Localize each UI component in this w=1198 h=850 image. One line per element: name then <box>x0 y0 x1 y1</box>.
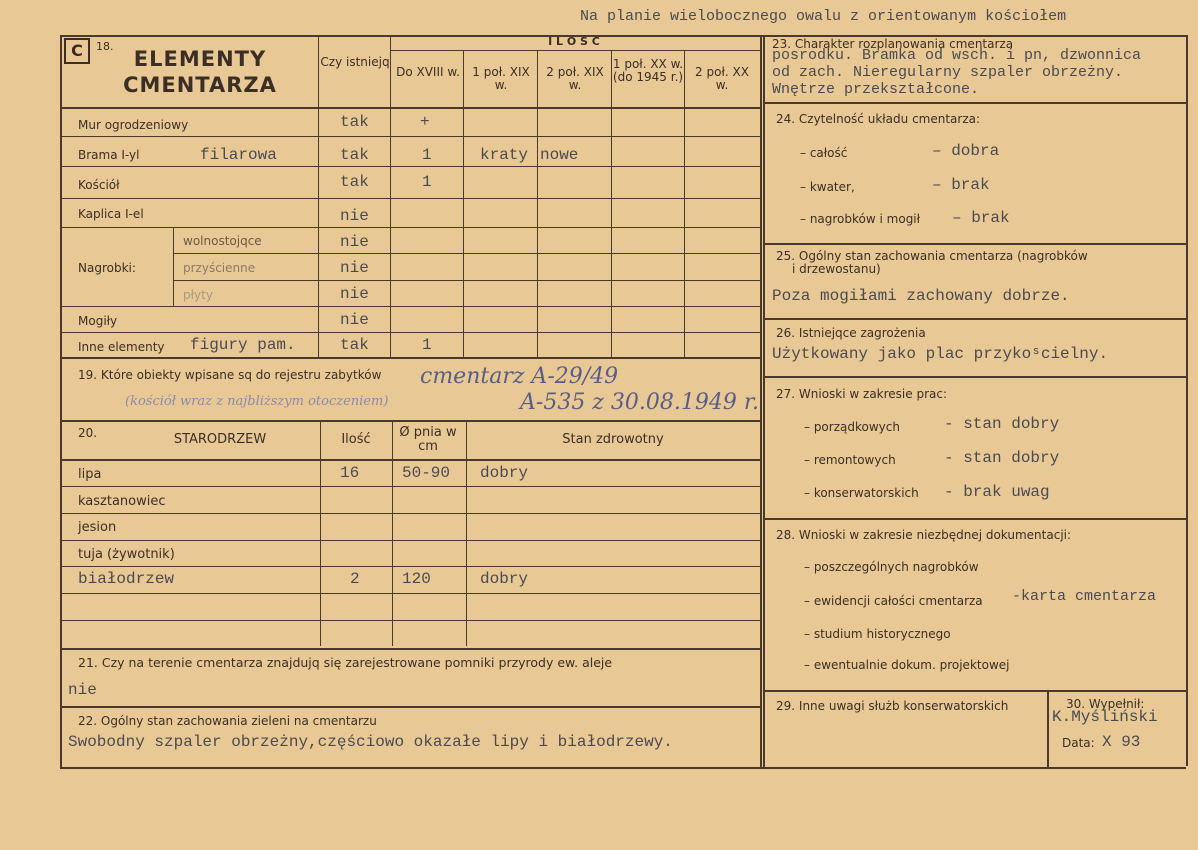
row-brama-p2: kraty <box>480 146 529 164</box>
row-kaplica-label: Kaplica I-el <box>78 207 144 221</box>
s24-item-3-value: – brak <box>952 209 1010 227</box>
s23-text <box>772 47 1141 98</box>
s22-label: 22. Ogólny stan zachowania zieleni na cmentarzu <box>78 714 377 728</box>
row-kaplica-exists: nie <box>340 207 369 225</box>
s27-item-3-value: - brak uwag <box>944 483 1050 501</box>
s19-hand-3: A-535 z 30.08.1949 r. <box>520 390 759 415</box>
tree-1-state: dobry <box>480 464 529 482</box>
row-mur-label: Mur ogrodzeniowy <box>78 118 189 132</box>
row-brama-label: Brama I-yl <box>78 148 140 162</box>
s29-label: 29. Inne uwagi służb konserwatorskich <box>776 699 1009 713</box>
s21-value: nie <box>68 681 97 699</box>
period-5: 2 poł. XX w. <box>695 65 749 92</box>
s19-hand-1: cmentarz A-29/49 <box>420 364 619 389</box>
s30-name: K.Myśliński <box>1052 708 1158 726</box>
nagrobki-exists-3: nie <box>340 285 369 303</box>
top-note: Na planie wielobocznego owalu z orientowanym kościołem <box>580 8 1067 25</box>
ilosc-header: I L O Ś C <box>548 35 600 48</box>
tree-2-name: kasztanowiec <box>78 494 166 509</box>
period-2: 1 poł. XIX w. <box>472 65 530 92</box>
tree-4-name: tuja (żywotnik) <box>78 547 175 562</box>
mogily-label: Mogiły <box>78 314 118 328</box>
s26-label: 26. Istniejqce zagrożenia <box>776 326 926 340</box>
period-1: Do XVIII w. <box>396 65 460 79</box>
s24-item-1-label: – całość <box>800 146 848 160</box>
s24-item-2-value: – brak <box>932 176 990 194</box>
mogily-exists: nie <box>340 311 369 329</box>
inne-label: Inne elementy <box>78 340 165 354</box>
row-brama-p3: nowe <box>540 146 579 164</box>
s25-label-2: i drzewostanu) <box>792 262 881 276</box>
row-brama-desc: filarowa <box>200 146 277 164</box>
s26-value: Użytkowany jako plac przykoˢcielny. <box>772 345 1109 363</box>
s23-line-3: Wnętrze przekształcone. <box>772 81 980 98</box>
s21-label: 21. Czy na terenie cmentarza znajdujq się zarejestrowane pomniki przyrody ew. aleje <box>78 655 613 670</box>
s28-item-2-value: -karta cmentarza <box>1012 588 1157 605</box>
tree-1-name: lipa <box>78 467 102 482</box>
s20-col-stan: Stan zdrowotny <box>562 432 664 447</box>
s27-item-1-label: – porządkowych <box>804 420 900 434</box>
s20-number: 20. <box>78 426 98 440</box>
section-title <box>110 46 290 98</box>
tree-1-diam: 50-90 <box>402 464 451 482</box>
row-kosciol-label: Kościół <box>78 178 120 192</box>
section-letter: C <box>64 38 90 64</box>
nagrobki-sub-3: płyty <box>183 288 213 302</box>
row-brama-p1: 1 <box>422 146 432 164</box>
s19-label: 19. Które obiekty wpisane sq do rejestru zabytków <box>78 368 382 382</box>
title-line-1: ELEMENTY <box>133 47 267 71</box>
nagrobki-sub-1: wolnostojqce <box>183 234 262 248</box>
s25-value: Poza mogiłami zachowany dobrze. <box>772 287 1070 305</box>
nagrobki-label: Nagrobki: <box>78 261 136 275</box>
tree-5-diam: 120 <box>402 570 431 588</box>
section-number: 18. <box>96 40 114 53</box>
inne-desc: figury pam. <box>190 336 296 354</box>
s27-item-3-label: – konserwatorskich <box>804 486 919 500</box>
title-line-2: CMENTARZA <box>123 73 277 97</box>
period-3: 2 poł. XIX w. <box>546 65 604 92</box>
s19-hand-2: (kościół wraz z najbliższym otoczeniem) <box>125 394 389 409</box>
s25-label-1: 25. Ogólny stan zachowania cmentarza (nagrobków <box>776 249 1088 263</box>
s27-item-2-label: – remontowych <box>804 453 896 467</box>
row-brama-exists: tak <box>340 146 369 164</box>
nagrobki-exists-1: nie <box>340 233 369 251</box>
s28-item-4-label: – ewentualnie dokum. projektowej <box>804 658 1010 672</box>
nagrobki-exists-2: nie <box>340 259 369 277</box>
inne-exists: tak <box>340 336 369 354</box>
s20-title: STARODRZEW <box>173 432 267 447</box>
s24-item-3-label: – nagrobków i mogił <box>800 212 921 226</box>
period-4: 1 poł. XX w. (do 1945 r.) <box>612 57 684 84</box>
s24-item-1-value: – dobra <box>932 142 1000 160</box>
inne-p1: 1 <box>422 336 432 354</box>
tree-5-state: dobry <box>480 570 529 588</box>
s27-label: 27. Wnioski w zakresie prac: <box>776 387 948 401</box>
s28-item-2-label: – ewidencji całości cmentarza <box>804 594 983 608</box>
nagrobki-sub-2: przyścienne <box>183 261 256 275</box>
s24-label: 24. Czytelność układu cmentarza: <box>776 112 981 126</box>
s30-date-label: Data: <box>1062 736 1095 750</box>
tree-5-name: białodrzew <box>78 570 175 588</box>
tree-3-name: jesion <box>78 520 117 535</box>
s28-item-3-label: – studium historycznego <box>804 627 951 641</box>
s27-item-1-value: - stan dobry <box>944 415 1060 433</box>
s28-item-1-label: – poszczególnych nagrobków <box>804 560 979 574</box>
s23-line-2: od zach. Nieregularny szpaler obrzeżny. <box>772 64 1124 81</box>
row-mur-p1: + <box>420 113 430 131</box>
s25-label <box>776 250 1088 276</box>
s30-date: X 93 <box>1102 733 1141 751</box>
s22-value: Swobodny szpaler obrzeżny,częściowo okazałe lipy i białodrzewy. <box>68 733 673 751</box>
tree-5-qty: 2 <box>350 570 360 588</box>
s23-label: 23. Charakter rozplanowania cmentarza <box>772 37 1014 51</box>
tree-1-qty: 16 <box>340 464 360 482</box>
s20-col-ilosc: Ilość <box>341 432 371 447</box>
s24-item-2-label: – kwater, <box>800 180 855 194</box>
row-kosciol-exists: tak <box>340 173 369 191</box>
row-kosciol-p1: 1 <box>422 173 432 191</box>
row-mur-exists: tak <box>340 113 369 131</box>
s30-label: 30. Wypełnił: <box>1066 697 1145 711</box>
s20-col-pnia: Ø pnia w cm <box>399 425 457 454</box>
s28-label: 28. Wnioski w zakresie niezbędnej dokumentacji: <box>776 528 1072 542</box>
s23-line-1: posrodku. Bramka od wsch. i pn, dzwonnica <box>772 47 1142 64</box>
col-exists-header: Czy istniejq <box>320 55 390 69</box>
s27-item-2-value: - stan dobry <box>944 449 1060 467</box>
